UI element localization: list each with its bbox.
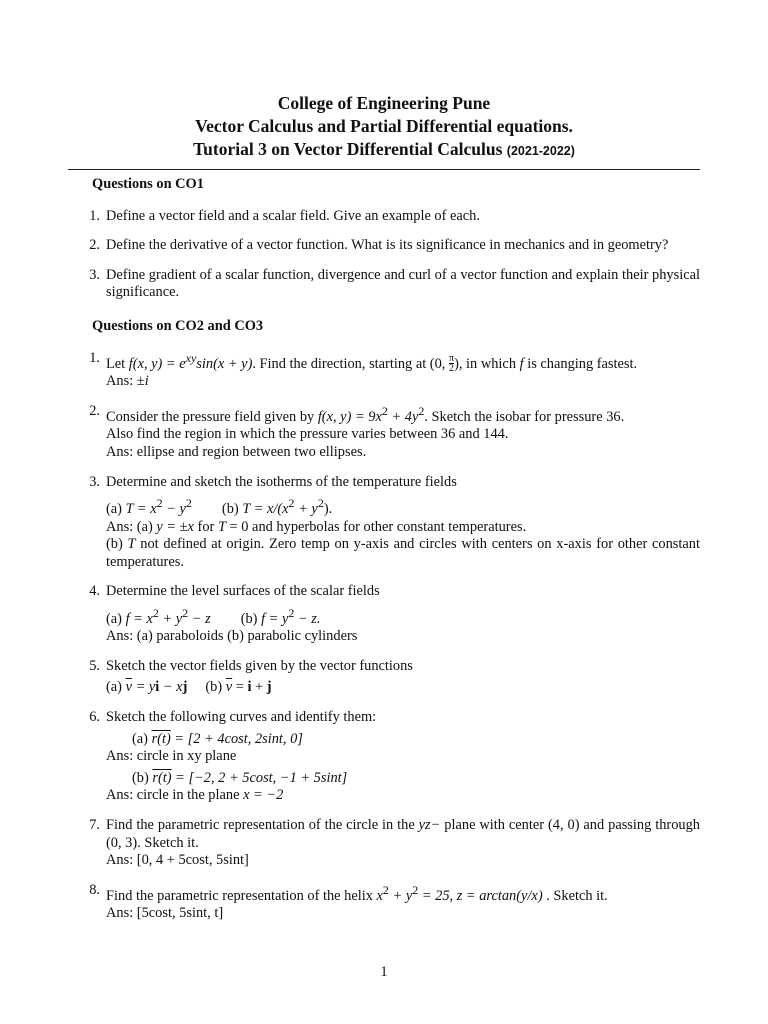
list-item <box>68 709 700 805</box>
answer: Ans: circle in the plane x = −2 <box>106 787 284 804</box>
item-text: Let f(x, $y) = e^{xy}\sin(x + y)$. Find the direction, starting at (0, $\frac{\pi}{2}$ ), in which f is changing fastest. Ans: ±i <box>106 350 700 391</box>
item-text: Define the derivative of a vector function. What is its significance in mechanics and in geometry? <box>106 237 669 254</box>
list-item <box>68 403 700 462</box>
item-text: Define a vector field and a scalar field. Give an example of each. <box>106 207 480 224</box>
list-item <box>68 817 700 870</box>
list-item <box>68 208 700 226</box>
item-number: 5. <box>89 657 100 674</box>
item-number: 2. <box>89 402 100 419</box>
list-item <box>68 267 700 302</box>
list-item <box>68 882 700 923</box>
item-text: Sketch the following curves and identify them: (a) r(t) = [2 + 4cost, 2sint, 0] Ans: circle in xy plane (b) r(t) = [−2, 2 + 5cost, −1 + 5sint] Ans: circle in the plane x = −2 <box>106 709 700 805</box>
section-title-co2-co3: Questions on CO2 and CO3 <box>92 317 264 334</box>
section-title-co1: Questions on CO1 <box>92 176 204 192</box>
item-text: Define gradient of a scalar function, divergence and curl of a vector function and explain their physical significance. <box>106 266 700 301</box>
answer: Ans: ±i <box>106 373 149 390</box>
item-number: 1. <box>89 349 100 366</box>
institution-title: College of Engineering Pune <box>277 93 491 113</box>
pi-over-two-fraction: $\frac{\pi}{2}$ <box>449 353 455 375</box>
item-text: Find the parametric representation of the helix $x^2 + y^2 = 25$, z = arctan(y/x) . Sketch it. Ans: [5cost, 5sint, t] <box>106 882 700 923</box>
item-number: 4. <box>89 583 100 600</box>
item-text: Consider the pressure field given by f(x, $y) = 9x^2 + 4y^2$. Sketch the isobar for pressure 36. Also find the region in which the pressure varies between 36 and 144. Ans: ellipse and region between two ellipses. <box>106 403 700 462</box>
answer: Ans: [0, 4 + 5cost, 5sint] <box>106 852 249 869</box>
list-item <box>68 583 700 646</box>
answer: Ans: [5cost, 5sint, t] <box>106 905 224 922</box>
course-title: Vector Calculus and Partial Differential equations. <box>195 116 573 136</box>
answer: Ans: (a) paraboloids (b) parabolic cylinders <box>106 628 358 645</box>
academic-year: (2021-2022) <box>506 144 575 158</box>
document-header <box>0 92 768 163</box>
page-number: 1 <box>380 964 388 980</box>
list-item <box>68 658 700 697</box>
document-body <box>68 176 700 935</box>
item-number: 6. <box>89 709 100 726</box>
list-item <box>68 474 700 572</box>
item-text: Determine the level surfaces of the scalar fields (a) $f = x^2 + y^2 - z$ (b) $f = y^2 - z$. Ans: (a) paraboloids (b) parabolic cylinders <box>106 583 700 646</box>
item-number: 3. <box>89 473 100 490</box>
list-item <box>68 350 700 391</box>
item-number: 1. <box>89 207 100 224</box>
item-number: 2. <box>89 237 100 254</box>
header-divider <box>68 169 700 170</box>
list-item <box>68 237 700 255</box>
item-text: Sketch the vector fields given by the vector functions (a) $\overline{v}$ = yi − xj (b) $\overline{v} = i + j$ <box>106 657 413 696</box>
answer: Ans: circle in xy plane <box>106 748 237 765</box>
item-number: 7. <box>89 817 100 834</box>
item-text: Find the parametric representation of the circle in the yz− plane with center (4, 0) and passing through (0, 3). Sketch it. Ans: [0, 4 + 5cost, 5sint] <box>106 817 700 869</box>
item-text: Determine and sketch the isotherms of the temperature fields (a) $T = x^2 - y^2$ (b) $T = x/(x^2 + y^2)$. Ans: (a) y = ±x for T = 0 and hyperbolas for other constant temperatures. (b) T not defined at origin. Zero temp on y-axis and circles with centers on x-axis for other constant temperatures. <box>106 473 700 570</box>
item-number: 3. <box>89 266 100 283</box>
tutorial-title: Tutorial 3 on Vector Differential Calculus (2021-2022) <box>193 139 575 159</box>
item-number: 8. <box>89 881 100 898</box>
answer: (b) T not defined at origin. Zero temp on y-axis and circles with centers on x-axis for other constant temperatures. <box>106 536 700 570</box>
answer: Ans: ellipse and region between two ellipses. <box>106 443 367 460</box>
answer: Ans: (a) y = ±x for T = 0 and hyperbolas for other constant temperatures. <box>106 518 527 535</box>
